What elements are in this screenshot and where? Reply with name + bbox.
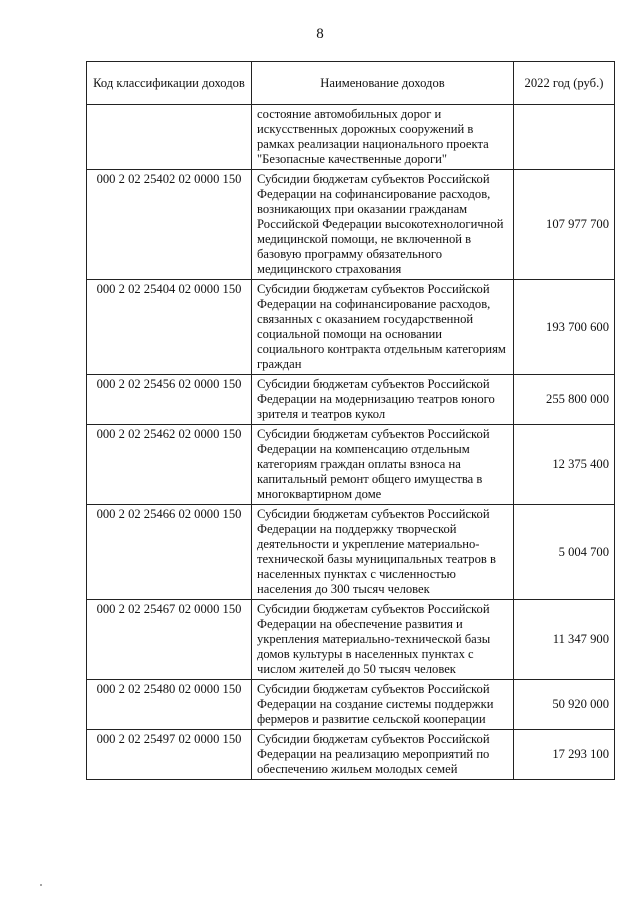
row-name: Субсидии бюджетам субъектов Российской Федерации на создание системы поддержки фермеров и развитие сельской кооперации [252, 680, 514, 730]
table-row [87, 375, 615, 425]
row-amount: 193 700 600 [514, 280, 615, 375]
header-code: Код классификации доходов [87, 62, 252, 105]
row-code: 000 2 02 25467 02 0000 150 [87, 600, 252, 680]
row-code: 000 2 02 25404 02 0000 150 [87, 280, 252, 375]
row-code: 000 2 02 25402 02 0000 150 [87, 170, 252, 280]
table-row [87, 425, 615, 505]
row-name: Субсидии бюджетам субъектов Российской Федерации на поддержку творческой деятельности и укрепление материально-технической базы муниципальных театров в населенных пунктах с численностью населения до 300 тысяч человек [252, 505, 514, 600]
scan-speck [40, 884, 42, 886]
table-row [87, 105, 615, 170]
table-row [87, 730, 615, 780]
row-amount: 5 004 700 [514, 505, 615, 600]
table-row [87, 600, 615, 680]
row-name: Субсидии бюджетам субъектов Российской Федерации на модернизацию театров юного зрителя и театров кукол [252, 375, 514, 425]
row-amount: 50 920 000 [514, 680, 615, 730]
header-name: Наименование доходов [252, 62, 514, 105]
row-code: 000 2 02 25462 02 0000 150 [87, 425, 252, 505]
table-row [87, 170, 615, 280]
table-row [87, 280, 615, 375]
row-name: Субсидии бюджетам субъектов Российской Федерации на обеспечение развития и укрепления материально-технической базы домов культуры в населенных пунктах с числом жителей до 50 тысяч человек [252, 600, 514, 680]
row-amount: 17 293 100 [514, 730, 615, 780]
row-code [87, 105, 252, 170]
revenue-table [86, 61, 615, 780]
table-row [87, 505, 615, 600]
row-amount [514, 105, 615, 170]
header-amount: 2022 год (руб.) [514, 62, 615, 105]
row-amount: 255 800 000 [514, 375, 615, 425]
row-name: Субсидии бюджетам субъектов Российской Федерации на софинансирование расходов, возникающих при оказании гражданам Российской Федерации высокотехнологичной медицинской помощи, не включенной в базовую программу обязательного медицинского страхования [252, 170, 514, 280]
row-name: Субсидии бюджетам субъектов Российской Федерации на софинансирование расходов, связанных с оказанием государственной социальной помощи на основании социального контракта отдельным категориям граждан [252, 280, 514, 375]
row-amount: 12 375 400 [514, 425, 615, 505]
row-name: состояние автомобильных дорог и искусственных дорожных сооружений в рамках реализации национального проекта "Безопасные качественные дороги" [252, 105, 514, 170]
row-code: 000 2 02 25466 02 0000 150 [87, 505, 252, 600]
page-number: 8 [316, 26, 324, 42]
row-code: 000 2 02 25497 02 0000 150 [87, 730, 252, 780]
table-header-row [87, 62, 615, 105]
table-row [87, 680, 615, 730]
row-name: Субсидии бюджетам субъектов Российской Федерации на компенсацию отдельным категориям граждан оплаты взноса на капитальный ремонт общего имущества в многоквартирном доме [252, 425, 514, 505]
row-amount: 11 347 900 [514, 600, 615, 680]
row-name: Субсидии бюджетам субъектов Российской Федерации на реализацию мероприятий по обеспечению жильем молодых семей [252, 730, 514, 780]
row-code: 000 2 02 25456 02 0000 150 [87, 375, 252, 425]
row-amount: 107 977 700 [514, 170, 615, 280]
row-code: 000 2 02 25480 02 0000 150 [87, 680, 252, 730]
